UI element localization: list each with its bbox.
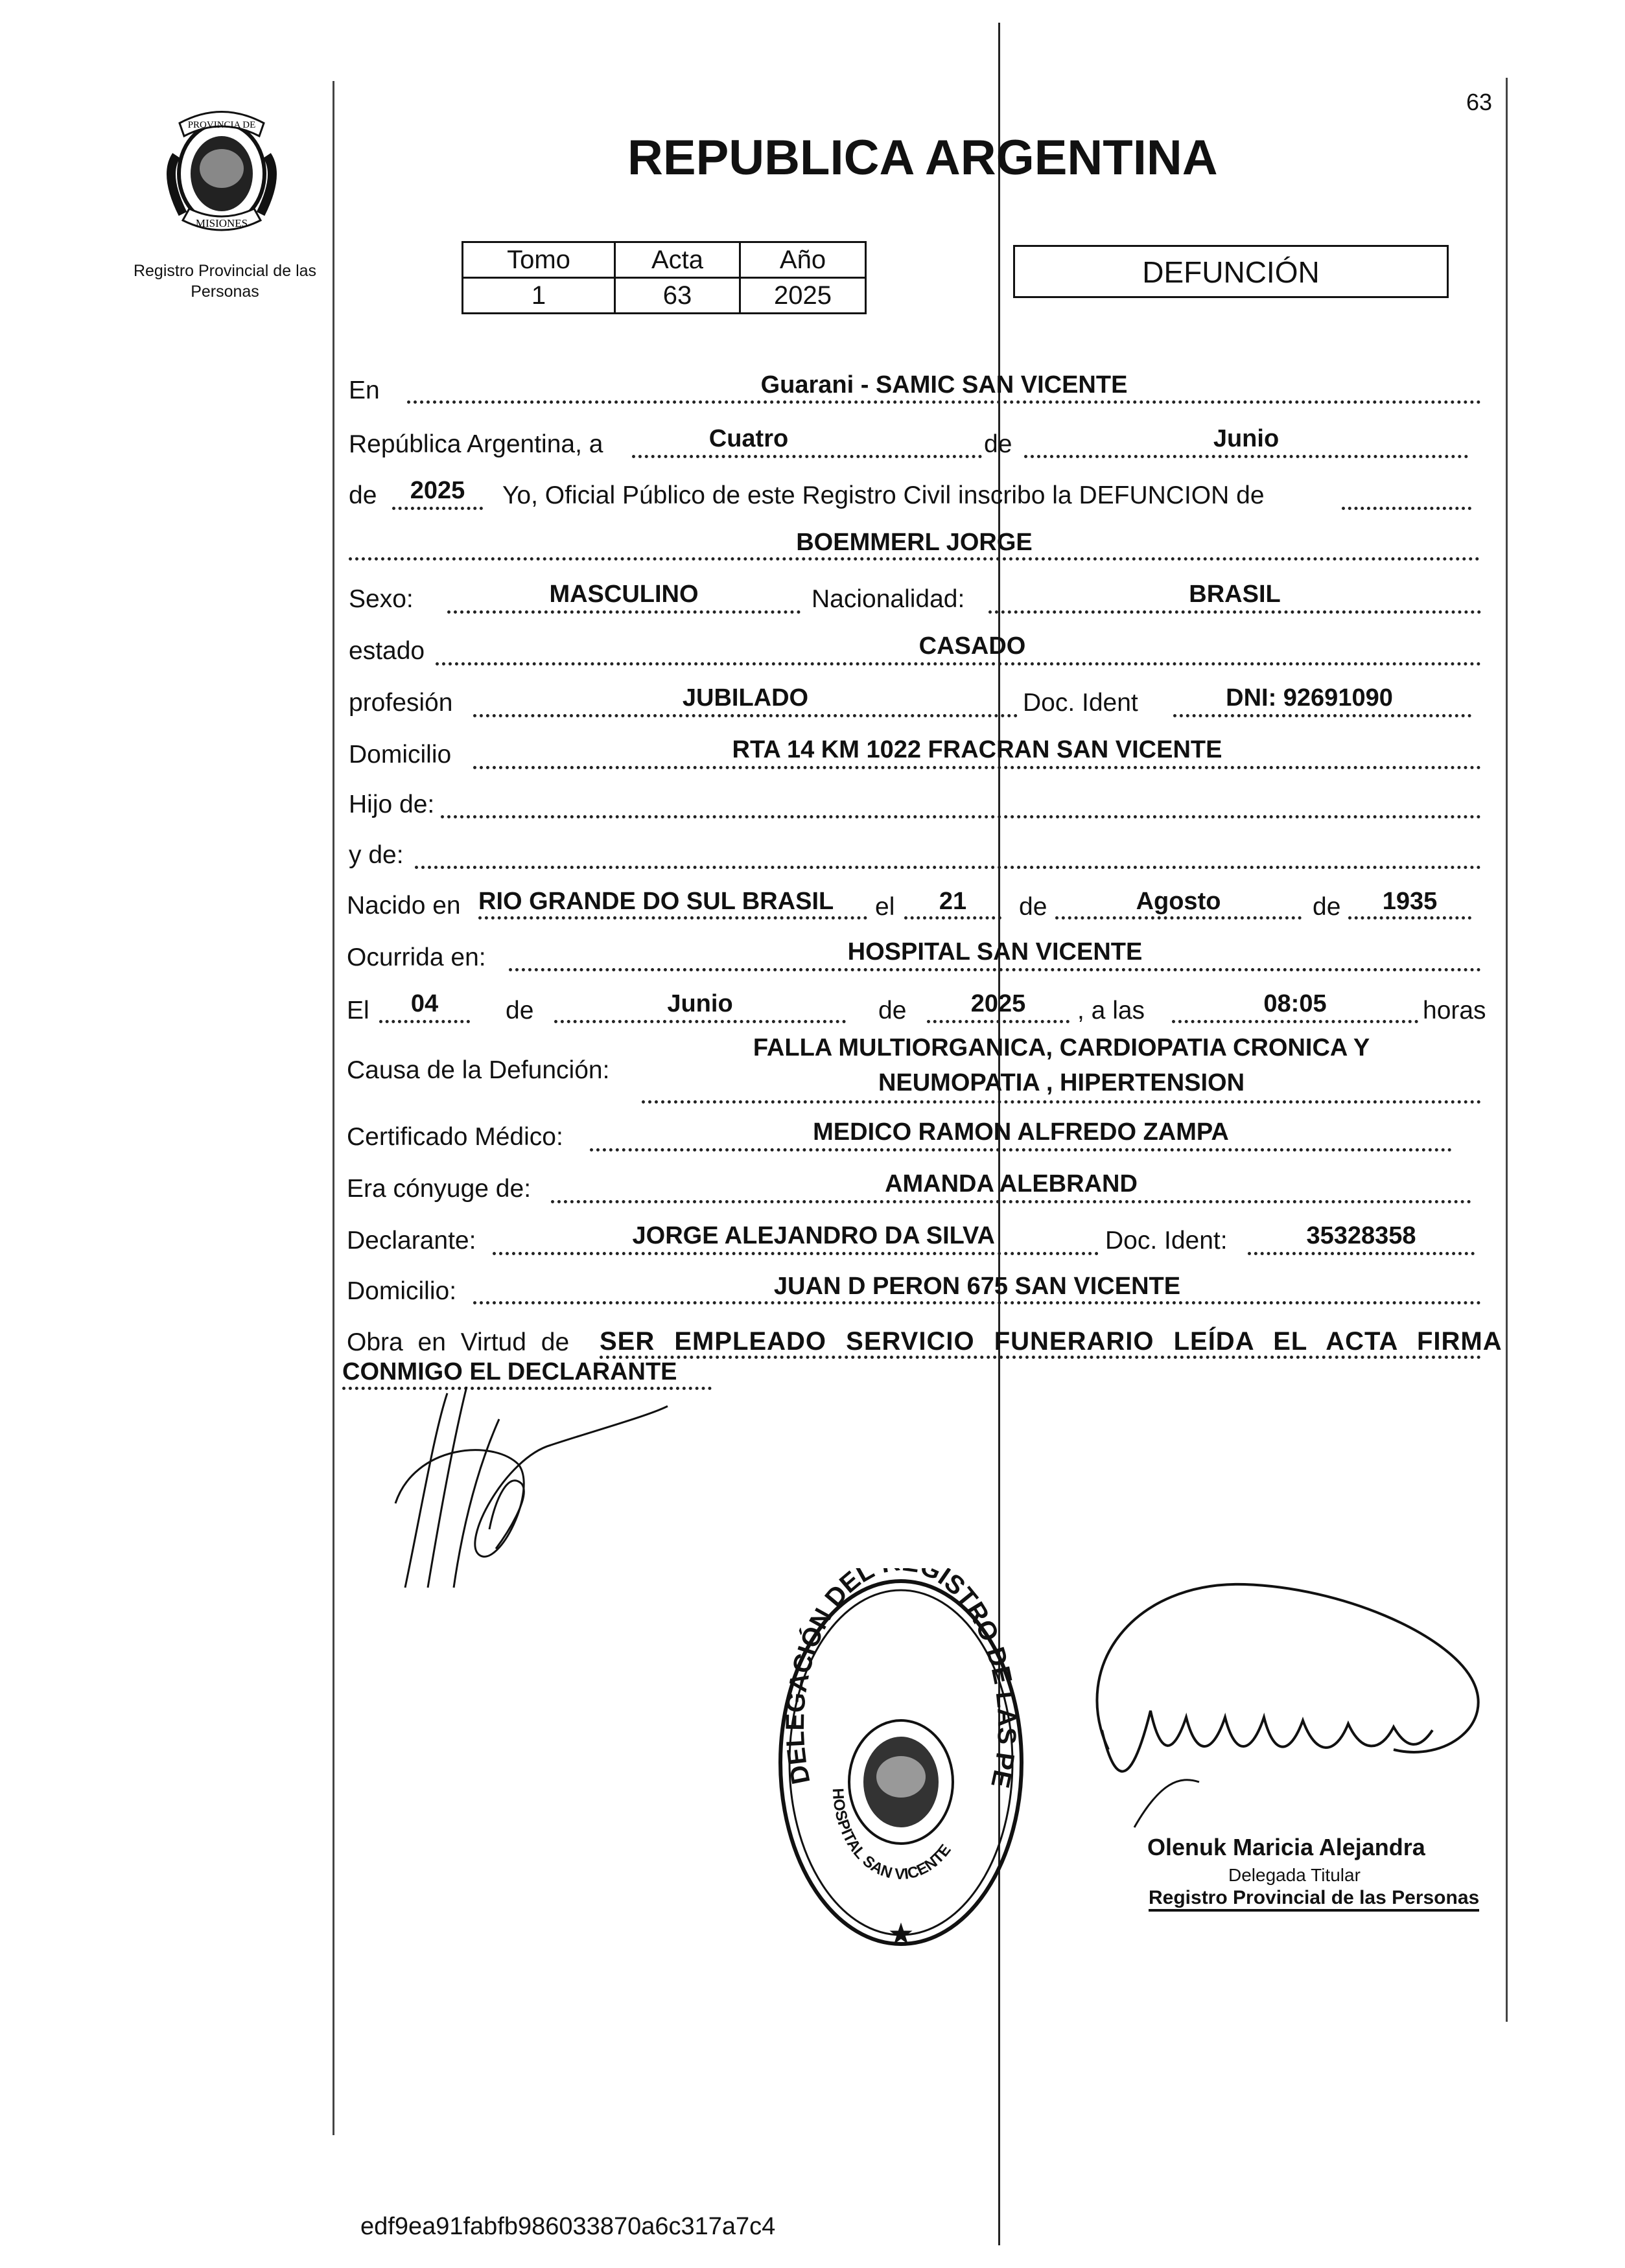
line-mes [1024,455,1468,458]
declarant-signature [376,1380,687,1594]
label-el: el [875,893,895,921]
line-conyuge [551,1200,1471,1203]
value-obra-2: CONMIGO EL DECLARANTE [342,1358,677,1385]
line-obra-1 [600,1356,1481,1359]
table-value-acta: 63 [615,278,740,314]
line-sexo [447,610,801,614]
value-def-hora: 08:05 [1263,990,1327,1017]
label-conyuge: Era cónyuge de: [347,1175,532,1203]
label-doc-ident: Doc. Ident [1023,689,1138,717]
label-de-1: de [984,430,1012,458]
line-hijo-de [441,815,1481,818]
logo-top-text: PROVINCIA DE [187,120,256,130]
table-value-tomo: 1 [463,278,615,314]
value-sexo: MASCULINO [549,581,699,608]
table-value-anio: 2025 [740,278,866,314]
value-ocurrida: HOSPITAL SAN VICENTE [847,938,1143,966]
value-profesion: JUBILADO [682,684,809,712]
label-y-de: y de: [349,841,404,869]
page-title: REPUBLICA ARGENTINA [627,130,1218,185]
province-logo [157,97,286,246]
label-republica: República Argentina, a [349,430,603,458]
line-domicilio [473,766,1481,769]
line-causa [642,1100,1481,1104]
value-estado: CASADO [918,632,1026,660]
label-estado: estado [349,637,425,665]
table-header-tomo: Tomo [463,242,615,278]
value-mes: Junio [1213,425,1280,452]
registry-name: Registro Provincial de las Personas [133,262,317,301]
value-def-mes: Junio [667,990,733,1017]
label-de-5: de [506,997,534,1024]
line-def-anio [927,1020,1070,1023]
value-nacionalidad: BRASIL [1189,581,1281,608]
line-nacido-lugar [478,916,867,920]
label-domicilio: Domicilio [349,741,452,769]
value-def-anio: 2025 [970,990,1026,1017]
line-nacido-mes [1055,916,1302,920]
table-header-anio: Año [740,242,866,278]
line-estado [436,662,1481,665]
stamp-outer-text: DELEGACIÓN DEL GISTRO DE LAS PE [780,1568,1022,1790]
line-nombre [349,557,1480,561]
label-nacido-en: Nacido en [347,892,461,920]
line-profesion [473,714,1018,717]
right-margin-line [1506,78,1508,2022]
value-nacido-anio: 1935 [1382,888,1438,915]
value-dni: DNI: 92691090 [1226,684,1393,712]
line-declarante [493,1252,1099,1255]
value-domicilio-declarante: JUAN D PERON 675 SAN VICENTE [773,1273,1181,1300]
label-de-6: de [878,997,907,1024]
star-icon: ★ [887,1917,915,1950]
label-doc-ident-declarante: Doc. Ident: [1105,1227,1228,1255]
logo-bottom-text: MISIONES [195,217,248,229]
left-margin-line [333,81,334,2135]
line-dia [632,455,982,458]
value-conyuge: AMANDA ALEBRAND [885,1170,1138,1198]
line-domicilio-declarante [473,1301,1481,1304]
stamp-inner-text: HOSPITAL SAN VICENTE [828,1787,955,1884]
line-yo-tail [1342,507,1471,510]
official-name: Olenuk Maricia Alejandra [1147,1834,1425,1860]
label-certificado: Certificado Médico: [347,1123,563,1151]
line-def-dia [379,1020,470,1023]
value-declarante: JORGE ALEJANDRO DA SILVA [632,1222,995,1249]
label-nacionalidad: Nacionalidad: [812,585,965,613]
label-hijo-de: Hijo de: [349,791,435,818]
label-el-cap: El [347,997,369,1024]
line-nacionalidad [988,610,1481,614]
label-horas: horas [1423,997,1486,1024]
line-y-de [415,866,1481,869]
value-causa-1: FALLA MULTIORGANICA, CARDIOPATIA CRONICA Y [753,1034,1370,1061]
value-def-dia: 04 [410,990,439,1017]
value-declarante-doc: 35328358 [1306,1222,1416,1249]
label-en: En [349,376,380,404]
value-causa-2: NEUMOPATIA , HIPERTENSION [878,1069,1245,1096]
value-nacido-dia: 21 [939,888,967,915]
label-ocurrida-en: Ocurrida en: [347,943,486,971]
line-dni [1173,714,1471,717]
label-de-3: de [1019,893,1047,921]
value-lugar: Guarani - SAMIC SAN VICENTE [760,371,1128,399]
table-header-acta: Acta [615,242,740,278]
line-certificado [590,1148,1452,1151]
document-hash: edf9ea91fabfb986033870a6c317a7c4 [360,2213,776,2240]
record-table [462,241,867,314]
label-de-4: de [1313,893,1341,921]
official-role: Delegada Titular [1228,1865,1361,1885]
official-org: Registro Provincial de las Personas [1149,1887,1479,1912]
label-yo: Yo, Oficial Público de este Registro Civil inscribo la DEFUNCION de [502,481,1265,509]
line-def-mes [554,1020,846,1023]
line-anio [392,507,483,510]
page-number: 63 [1466,89,1493,115]
label-de-2: de [349,481,377,509]
value-nombre: BOEMMERL JORGE [796,529,1033,556]
value-nacido-lugar: RIO GRANDE DO SUL BRASIL [478,888,834,915]
value-obra-1: SER EMPLEADO SERVICIO FUNERARIO LEÍDA EL ACTA FIRMA [600,1327,1502,1356]
line-nacido-anio [1348,916,1471,920]
line-def-hora [1172,1020,1418,1023]
label-a-las: , a las [1077,997,1145,1024]
label-obra: Obra en Virtud de [347,1328,570,1356]
label-domicilio-declarante: Domicilio: [347,1277,457,1305]
value-certificado: MEDICO RAMON ALFREDO ZAMPA [813,1118,1229,1146]
official-signature [1031,1568,1497,1840]
value-anio: 2025 [410,477,465,504]
line-nacido-dia [904,916,1001,920]
value-domicilio: RTA 14 KM 1022 FRACRAN SAN VICENTE [732,736,1222,763]
line-ocurrida [509,968,1481,971]
line-en [407,400,1481,404]
official-stamp [765,1568,1037,1957]
document-type-box [1013,245,1449,298]
line-declarante-doc [1248,1252,1475,1255]
label-profesion: profesión [349,689,453,717]
document-type: DEFUNCIÓN [1142,255,1320,289]
value-dia-texto: Cuatro [708,425,789,452]
value-nacido-mes: Agosto [1136,888,1221,915]
label-declarante: Declarante: [347,1227,476,1255]
label-sexo: Sexo: [349,585,414,613]
label-causa: Causa de la Defunción: [347,1056,610,1084]
